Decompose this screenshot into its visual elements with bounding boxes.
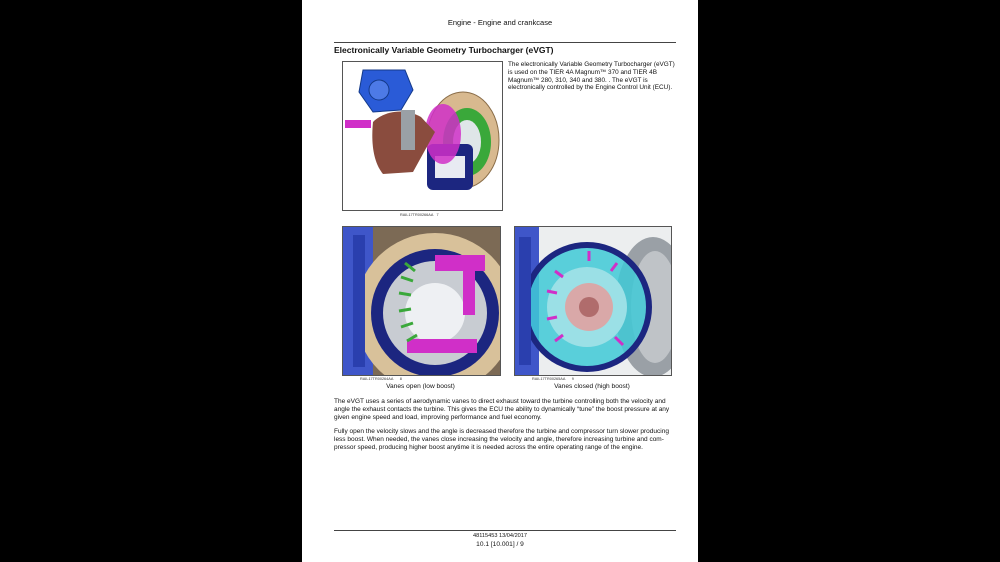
document-id: 48115453 13/04/2017 xyxy=(472,533,528,539)
manual-page xyxy=(302,0,698,562)
section-title: Electronically Variable Geometry Turbocharger (eVGT) xyxy=(334,45,554,55)
figure-8-caption: Vanes open (low boost) xyxy=(386,383,455,390)
vanes-open-illustration xyxy=(342,226,501,376)
figure-8-reference: RAIL17TR00264AA 8 xyxy=(360,377,402,381)
page-header: Engine - Engine and crankcase xyxy=(447,18,553,27)
figure-9-reference: RAIL17TR00265AA 9 xyxy=(532,377,574,381)
header-rule xyxy=(334,42,676,43)
body-paragraph-1: The eVGT uses a series of aerodynamic vanes to direct exhaust toward the turbine controlling both the velocity and angle the exhaust contacts the turbine. This gives the ECU the ability to dynamically “tune” the boost pressure at any given engine speed and load, improving performance and fuel economy. xyxy=(334,398,670,421)
footer-rule xyxy=(334,530,676,531)
turbocharger-cutaway-illustration xyxy=(342,61,503,211)
body-paragraph-2: Fully open the velocity slows and the angle is decreased therefore the turbine and compressor turn slower producing less boost. When needed, the vanes close increasing the velocity and angle, therefore increasing turbine and com-pressor speed, producing higher boost anytime it is needed across the entire operating range of the engine. xyxy=(334,428,669,451)
figure-7-reference: RAIL17TR00266AA 7 xyxy=(400,213,439,217)
intro-paragraph: The electronically Variable Geometry Turbocharger (eVGT) is used on the TIER 4A Magnum™ 370 and TIER 4B Magnum™ 280, 310, 340 and 380. . The eVGT is electronically controlled by the Engine Control Unit (ECU). xyxy=(508,61,675,92)
figure-9-caption: Vanes closed (high boost) xyxy=(554,383,630,390)
vanes-closed-illustration xyxy=(514,226,672,376)
page-number: 10.1 [10.001] / 9 xyxy=(476,541,524,548)
